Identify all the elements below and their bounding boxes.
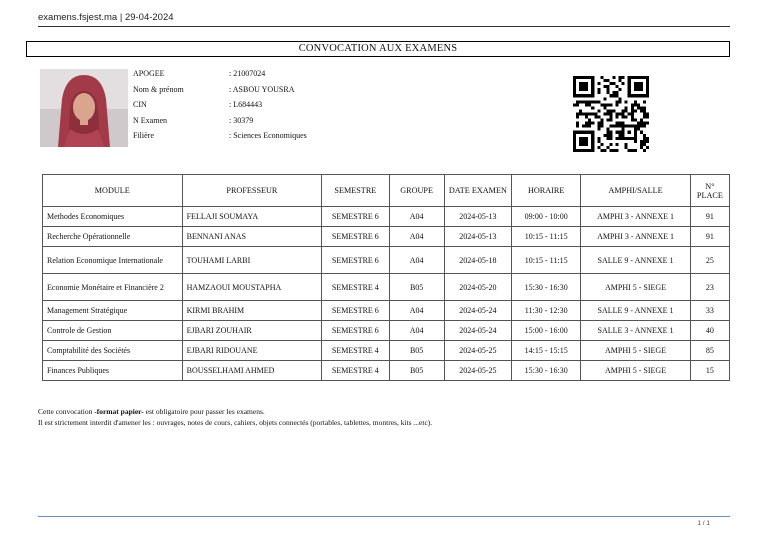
table-cell: Finances Publiques [43,361,183,381]
header-divider [38,26,730,27]
footer-divider [38,516,730,517]
table-cell: SEMESTRE 6 [322,247,389,274]
table-cell: 2024-05-13 [444,207,511,227]
table-cell: 11:30 - 12:30 [512,301,581,321]
table-cell: FELLAJI SOUMAYA [182,207,322,227]
table-cell: SEMESTRE 4 [322,361,389,381]
table-cell: 91 [690,207,729,227]
table-cell: 91 [690,227,729,247]
qr-code-icon [573,76,649,152]
table-cell: AMPHI 5 - SIEGE [581,274,690,301]
table-cell: EJBARI ZOUHAIR [182,321,322,341]
instructions [38,406,432,428]
instruction-emphasis: -format papier- [94,407,144,416]
table-row [43,274,730,301]
table-cell: Controle de Gestion [43,321,183,341]
column-header: HORAIRE [512,175,581,207]
info-value: : 30379 [229,115,254,125]
info-label: CIN [133,100,147,110]
table-cell: 15:30 - 16:30 [512,274,581,301]
info-label: Nom & prénom [133,84,184,94]
table-cell: 14:15 - 15:15 [512,341,581,361]
column-header: MODULE [43,175,183,207]
table-cell: 15:30 - 16:30 [512,361,581,381]
table-cell: A04 [389,301,444,321]
table-cell: 2024-05-24 [444,321,511,341]
table-row [43,361,730,381]
table-cell: 25 [690,247,729,274]
table-cell: 15 [690,361,729,381]
info-row-cin [133,97,307,113]
instruction-text: est obligatoire pour passer les examens. [143,407,265,416]
info-row-filiere [133,128,307,144]
table-cell: 40 [690,321,729,341]
table-cell: Relation Economique Internationale [43,247,183,274]
table-cell: B05 [389,361,444,381]
table-cell: SALLE 3 - ANNEXE 1 [581,321,690,341]
column-header: SEMESTRE [322,175,389,207]
instruction-line-2: Il est strictement interdit d'amener les : ouvrages, notes de cours, cahiers, objets connectés (portables, tablettes, montres, kits ...etc). [38,418,433,427]
column-header: PROFESSEUR [182,175,322,207]
table-cell: 2024-05-25 [444,341,511,361]
table-cell: 15:00 - 16:00 [512,321,581,341]
table-cell: AMPHI 3 - ANNEXE 1 [581,227,690,247]
exam-schedule-table [42,174,730,381]
table-cell: SALLE 9 - ANNEXE 1 [581,247,690,274]
table-cell: Economie Monétaire et Financière 2 [43,274,183,301]
table-cell: TOUHAMI LARBI [182,247,322,274]
table-cell: 09:00 - 10:00 [512,207,581,227]
table-cell: Comptabilité des Sociétés [43,341,183,361]
info-value: : 21007024 [229,69,266,79]
header-site-date: examens.fsjest.ma | 29-04-2024 [38,12,174,23]
info-value: : L684443 [229,100,263,110]
table-cell: AMPHI 5 - SIEGE [581,341,690,361]
table-cell: A04 [389,207,444,227]
table-cell: SALLE 9 - ANNEXE 1 [581,301,690,321]
table-cell: 10:15 - 11:15 [512,227,581,247]
table-cell: BENNANI ANAS [182,227,322,247]
info-label: N Examen [133,115,167,125]
column-header: AMPHI/SALLE [581,175,690,207]
table-row [43,301,730,321]
student-info [133,66,307,144]
table-cell: Management Stratégique [43,301,183,321]
table-cell: 2024-05-18 [444,247,511,274]
table-cell: SEMESTRE 6 [322,321,389,341]
table-row [43,227,730,247]
table-header-row [43,175,730,207]
info-value: : Sciences Economiques [229,131,307,141]
table-cell: HAMZAOUI MOUSTAPHA [182,274,322,301]
info-label: APOGEE [133,69,165,79]
column-header: DATE EXAMEN [444,175,511,207]
table-cell: 2024-05-24 [444,301,511,321]
info-value: : ASBOU YOUSRA [229,84,295,94]
table-cell: AMPHI 5 - SIEGE [581,361,690,381]
table-cell: B05 [389,341,444,361]
info-row-name [133,82,307,98]
table-cell: A04 [389,227,444,247]
table-cell: 2024-05-20 [444,274,511,301]
table-cell: Recherche Opérationnelle [43,227,183,247]
student-photo [40,69,128,147]
table-cell: B05 [389,274,444,301]
table-cell: 23 [690,274,729,301]
page-number: 1 / 1 [697,520,710,527]
table-row [43,247,730,274]
table-cell: 33 [690,301,729,321]
table-cell: SEMESTRE 6 [322,227,389,247]
table-cell: A04 [389,321,444,341]
table-cell: AMPHI 3 - ANNEXE 1 [581,207,690,227]
page-title: CONVOCATION AUX EXAMENS [26,41,730,57]
table-cell: SEMESTRE 6 [322,301,389,321]
table-row [43,321,730,341]
table-cell: Methodes Economiques [43,207,183,227]
table-cell: 2024-05-13 [444,227,511,247]
table-cell: 2024-05-25 [444,361,511,381]
column-header: GROUPE [389,175,444,207]
table-cell: SEMESTRE 4 [322,341,389,361]
table-cell: 10:15 - 11:15 [512,247,581,274]
table-cell: SEMESTRE 4 [322,274,389,301]
instruction-text: Cette convocation [38,407,95,416]
table-cell: SEMESTRE 6 [322,207,389,227]
info-row-apogee [133,66,307,82]
table-row [43,207,730,227]
table-cell: 85 [690,341,729,361]
table-cell: A04 [389,247,444,274]
info-label: Filière [133,131,154,141]
table-cell: KIRMI BRAHIM [182,301,322,321]
info-row-exam-number [133,113,307,129]
table-cell: BOUSSELHAMI AHMED [182,361,322,381]
column-header: N° PLACE [690,175,729,207]
table-cell: EJBARI RIDOUANE [182,341,322,361]
instruction-line-1 [38,406,432,417]
table-row [43,341,730,361]
